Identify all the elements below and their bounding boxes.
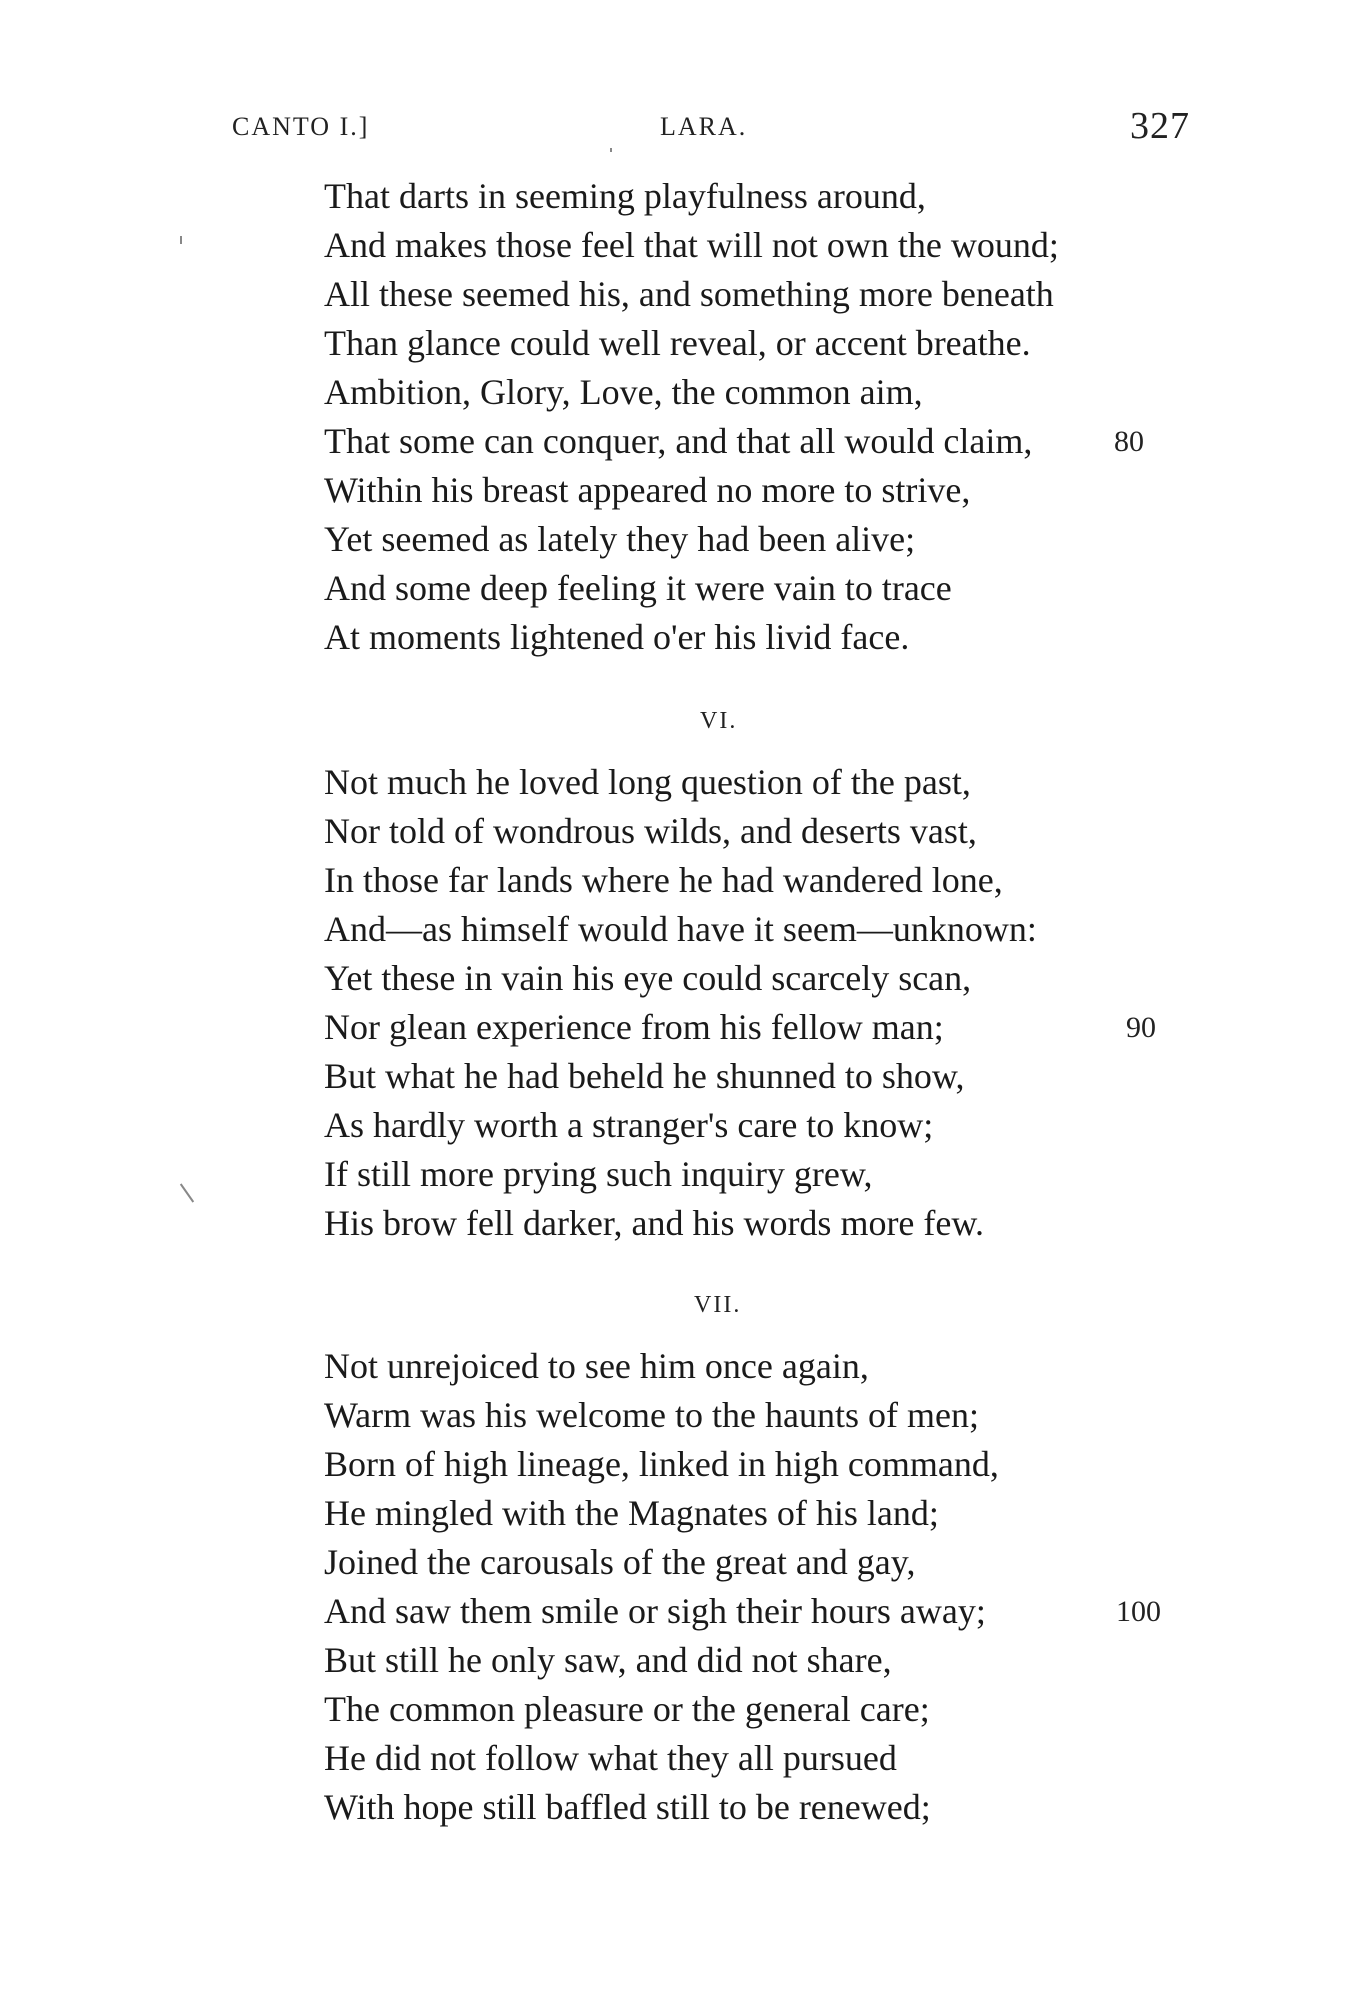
poem-line: Joined the carousals of the great and gay, — [324, 1542, 916, 1582]
stanza-v-continued — [324, 172, 1224, 662]
poem-line: Nor told of wondrous wilds, and deserts vast, — [324, 811, 977, 851]
poem-line: Not unrejoiced to see him once again, — [324, 1346, 869, 1386]
poem-line: Yet seemed as lately they had been alive; — [324, 519, 916, 559]
stanza-heading-vi: VI. — [700, 708, 738, 734]
running-header-title: LARA. — [660, 112, 748, 141]
poem-line: And some deep feeling it were vain to trace — [324, 568, 952, 608]
poem-line: His brow fell darker, and his words more few. — [324, 1203, 985, 1243]
line-number: 100 — [1116, 1595, 1161, 1628]
poem-line: And makes those feel that will not own the wound; — [324, 225, 1059, 265]
poem-line: But still he only saw, and did not share, — [324, 1640, 892, 1680]
poem-line: Warm was his welcome to the haunts of men; — [324, 1395, 979, 1435]
poem-line: The common pleasure or the general care; — [324, 1689, 930, 1729]
stanza-vi — [324, 758, 1224, 1248]
poem-line: As hardly worth a stranger's care to know; — [324, 1105, 934, 1145]
poem-line-numbered — [324, 417, 1224, 466]
poem-line: Within his breast appeared no more to strive, — [324, 470, 971, 510]
running-header-canto: CANTO I.] — [232, 112, 370, 141]
poem-line: Than glance could well reveal, or accent breathe. — [324, 323, 1031, 363]
line-number: 80 — [1114, 425, 1144, 458]
line-number: 90 — [1126, 1011, 1156, 1044]
poem-line: All these seemed his, and something more beneath — [324, 274, 1054, 314]
poem-line: But what he had beheld he shunned to show, — [324, 1056, 965, 1096]
poem-line-numbered — [324, 1003, 1224, 1052]
page-number: 327 — [1130, 105, 1190, 147]
scan-speck — [610, 148, 612, 152]
poem-line: He did not follow what they all pursued — [324, 1738, 897, 1778]
poem-line: In those far lands where he had wandered lone, — [324, 860, 1003, 900]
scan-speck — [180, 236, 182, 244]
poem-line-text: Nor glean experience from his fellow man; — [324, 1007, 944, 1047]
poem-line: He mingled with the Magnates of his land; — [324, 1493, 939, 1533]
poem-line: That darts in seeming playfulness around, — [324, 176, 926, 216]
stanza-heading-vii: VII. — [694, 1292, 742, 1318]
poem-line: At moments lightened o'er his livid face. — [324, 617, 910, 657]
stanza-vii — [324, 1342, 1224, 1832]
poem-line: With hope still baffled still to be renewed; — [324, 1787, 931, 1827]
poem-line-text: That some can conquer, and that all would claim, — [324, 421, 1033, 461]
poem-line: Not much he loved long question of the past, — [324, 762, 971, 802]
poem-line: Yet these in vain his eye could scarcely scan, — [324, 958, 972, 998]
scan-speck — [180, 1183, 194, 1202]
poem-line: And—as himself would have it seem—unknown: — [324, 909, 1037, 949]
poem-line: If still more prying such inquiry grew, — [324, 1154, 873, 1194]
poem-line: Ambition, Glory, Love, the common aim, — [324, 372, 923, 412]
poem-line-text: And saw them smile or sigh their hours away; — [324, 1591, 986, 1631]
poem-line: Born of high lineage, linked in high command, — [324, 1444, 999, 1484]
poem-line-numbered — [324, 1587, 1224, 1636]
